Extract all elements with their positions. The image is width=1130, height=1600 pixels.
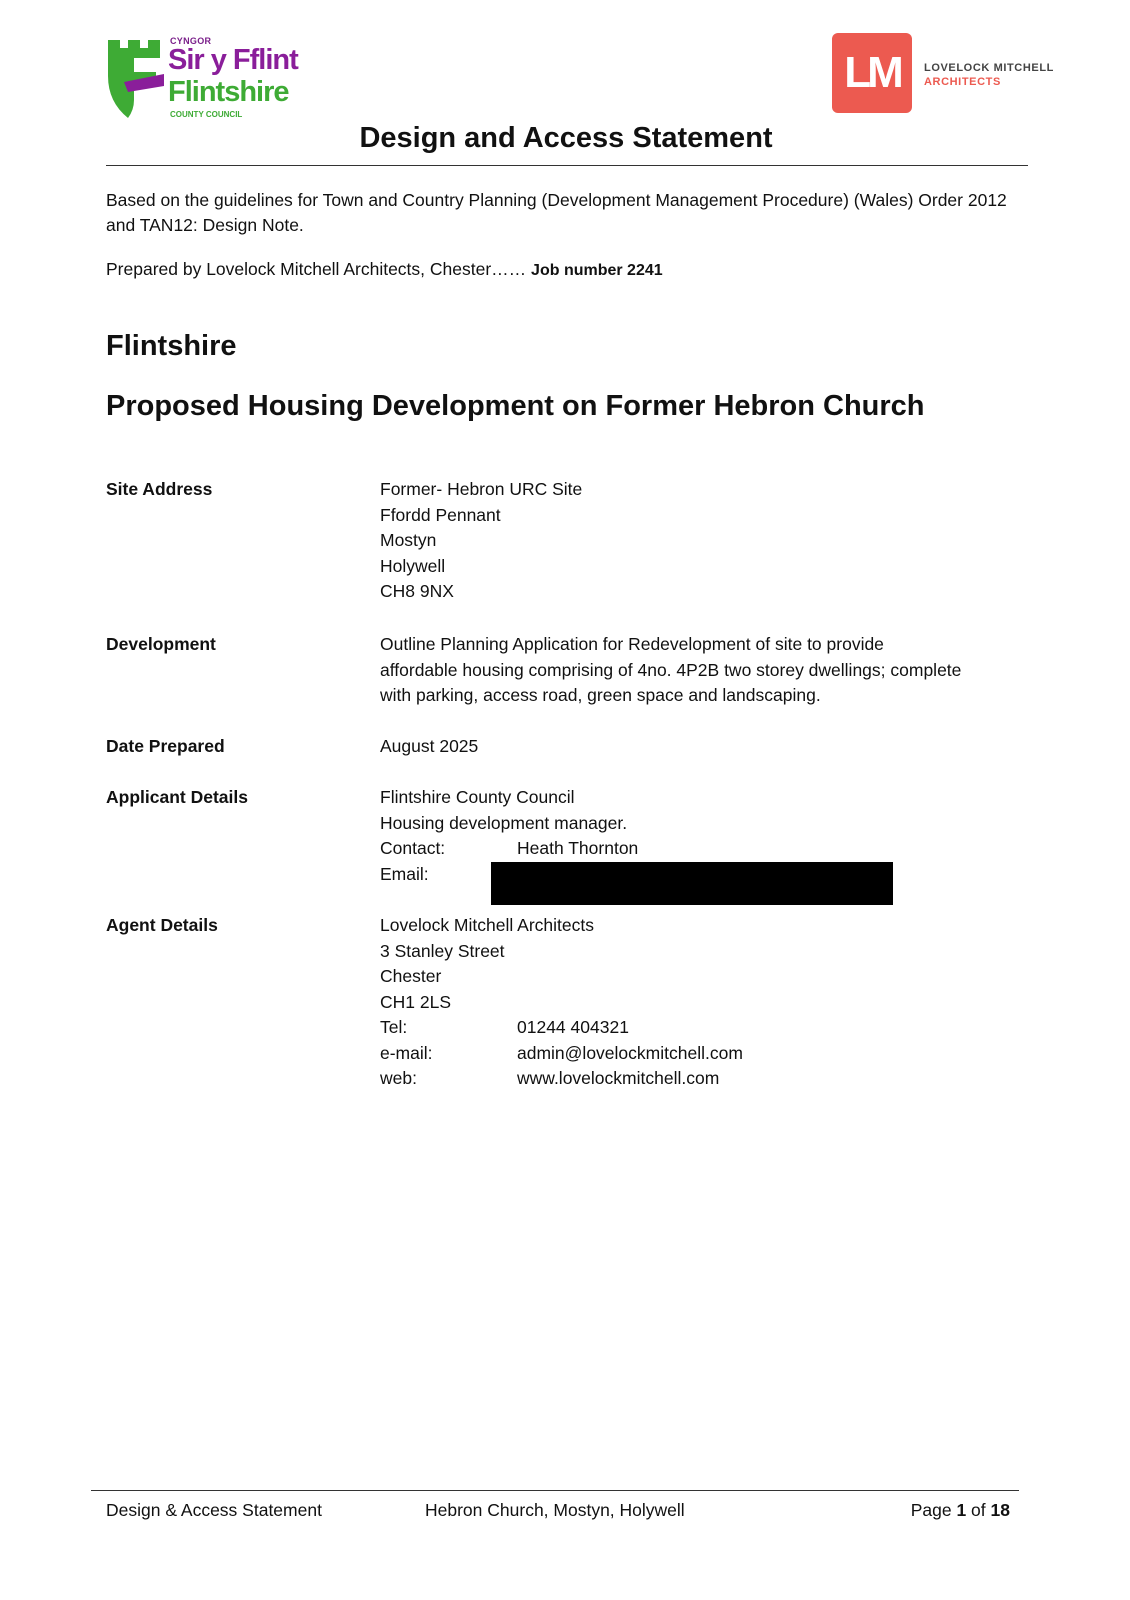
redaction-block: [491, 862, 893, 905]
agent-email-value: admin@lovelockmitchell.com: [517, 1042, 743, 1063]
applicant-contact: [380, 836, 1025, 862]
footer-middle: Hebron Church, Mostyn, Holywell: [425, 1500, 685, 1520]
page-total: 18: [990, 1500, 1010, 1520]
page-of: of: [971, 1500, 986, 1520]
address-line: Ffordd Pennant: [380, 504, 501, 525]
lovelock-mitchell-logo: [832, 33, 1062, 115]
logo-sir-text: Sir y Fflint: [168, 44, 298, 76]
agent-web: [380, 1066, 1025, 1092]
address-line: Former- Hebron URC Site: [380, 479, 583, 499]
development-line: affordable housing comprising of 4no. 4P2B two storey dwellings; complete: [380, 659, 962, 680]
applicant-line: Flintshire County Council: [380, 787, 575, 807]
contact-value: Heath Thornton: [517, 838, 639, 858]
prepared-text: Prepared by Lovelock Mitchell Architects, Chester……: [106, 259, 527, 279]
lm-sub-text: ARCHITECTS: [924, 76, 1001, 88]
lm-name-text: LOVELOCK MITCHELL: [924, 62, 1054, 74]
prepared-by: [106, 259, 663, 280]
page-title: Design and Access Statement: [359, 122, 773, 154]
tel-value: 01244 404321: [517, 1017, 629, 1037]
address-line: Mostyn: [380, 530, 437, 550]
date-prepared-label: Date Prepared: [106, 736, 225, 756]
applicant-details-label: Applicant Details: [106, 787, 248, 807]
heading-proposed-development: Proposed Housing Development on Former Hebron Church: [106, 390, 925, 422]
page-prefix: Page: [910, 1500, 952, 1520]
castle-icon: [106, 36, 166, 120]
web-value: www.lovelockmitchell.com: [517, 1068, 720, 1088]
intro-paragraph: Based on the guidelines for Town and Country Planning (Development Management Procedure) (Wales) Order 2012 and TAN12: Design Note.: [106, 190, 1007, 235]
footer-divider: [91, 1490, 1019, 1491]
agent-line: Chester: [380, 966, 442, 986]
agent-details-value: [380, 913, 1025, 1092]
heading-flintshire: Flintshire: [106, 330, 237, 362]
development-line: with parking, access road, green space and landscaping.: [380, 685, 821, 705]
email-label: Email:: [380, 863, 429, 884]
date-prepared-value: August 2025: [380, 736, 479, 756]
title-divider: [106, 165, 1028, 166]
agent-line: Lovelock Mitchell Architects: [380, 915, 594, 935]
site-address-value: [380, 477, 1025, 605]
logo-county-council-text: COUNTY COUNCIL: [170, 110, 243, 119]
agent-email-label: e-mail:: [380, 1042, 433, 1063]
contact-label: Contact:: [380, 838, 446, 858]
flintshire-council-logo: [106, 36, 306, 122]
agent-line: 3 Stanley Street: [380, 940, 505, 961]
footer-left: Design & Access Statement: [106, 1500, 322, 1520]
agent-email: [380, 1041, 1025, 1067]
development-line: Outline Planning Application for Redevelopment of site to provide: [380, 634, 884, 654]
development-label: Development: [106, 634, 216, 654]
agent-line: CH1 2LS: [380, 991, 452, 1012]
logo-cyngor-text: CYNGOR: [170, 36, 212, 46]
address-line: CH8 9NX: [380, 581, 454, 601]
tel-label: Tel:: [380, 1017, 408, 1037]
applicant-line: Housing development manager.: [380, 812, 628, 833]
page-number: [911, 1500, 1010, 1521]
site-address-label: Site Address: [106, 479, 213, 499]
lm-mark: LM: [832, 33, 912, 113]
web-label: web:: [380, 1068, 417, 1088]
development-value: [380, 632, 1025, 709]
address-line: Holywell: [380, 555, 446, 576]
job-number: Job number 2241: [531, 262, 663, 279]
agent-tel: [380, 1015, 1025, 1041]
agent-details-label: Agent Details: [106, 915, 218, 935]
page-current: 1: [956, 1500, 967, 1520]
logo-flintshire-text: Flintshire: [168, 76, 289, 108]
